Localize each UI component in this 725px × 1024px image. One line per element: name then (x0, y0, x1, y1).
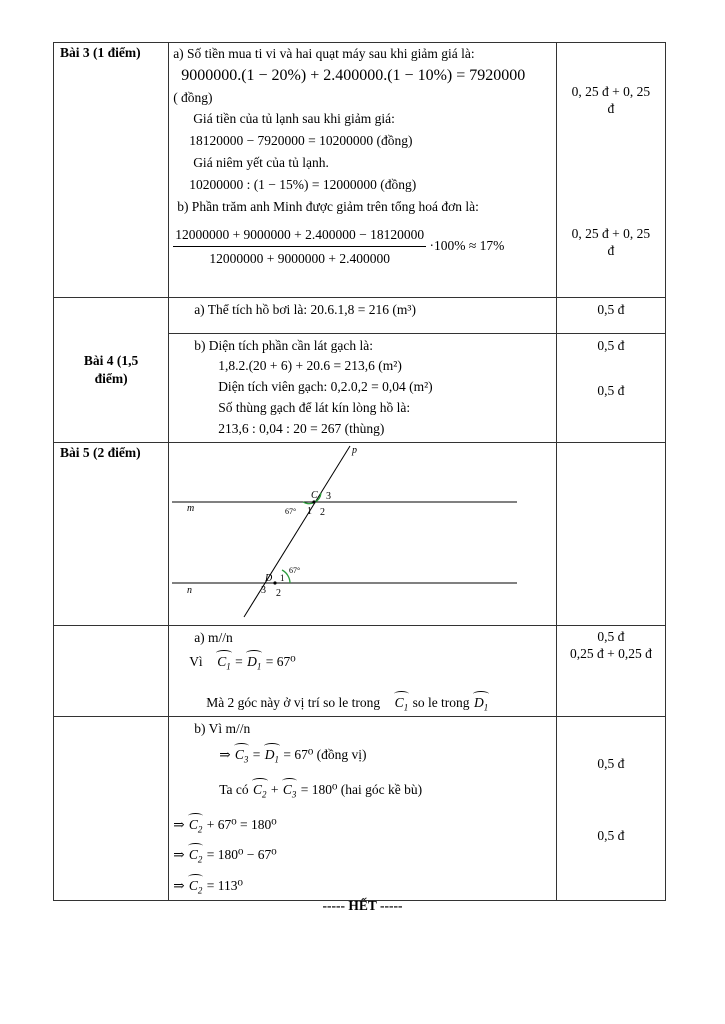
bai3-score-cell (556, 43, 665, 298)
bai5-a-eq-mid: = (231, 654, 247, 669)
label-c: C (311, 490, 318, 501)
bai5-a-text: a) m//n (194, 630, 233, 645)
label-d-2: 2 (276, 588, 282, 599)
bai5-figure-score-cell (556, 443, 665, 626)
bai3-content-cell (169, 43, 557, 298)
point-d (274, 581, 277, 584)
bai3-list-label: Giá niêm yết của tủ lạnh. (193, 155, 329, 170)
label-angle-c: 67° (285, 507, 297, 516)
bai3-b-intro: b) Phần trăm anh Minh được giảm trên tổng hoá đơn là: (177, 199, 479, 214)
bai4-title-cell (54, 298, 169, 443)
bai5-b-l1-end: = 67⁰ (đồng vị) (280, 747, 367, 763)
label-p: p (352, 445, 358, 456)
bai4-b-tile: Diện tích viên gạch: 0,2.0,2 = 0,04 (m²) (218, 379, 433, 394)
angle-d1-letter: D (247, 654, 257, 669)
label-n: n (187, 585, 193, 596)
bai5-title-cell (54, 443, 169, 626)
bai5-a-reason (194, 694, 552, 717)
angle-d1-b-sub: 1 (274, 755, 280, 766)
angle-c3-b (282, 781, 298, 804)
angle-c2-l3-sub: 2 (197, 824, 203, 835)
bai5-b-l3-end: + 67⁰ = 180⁰ (203, 816, 277, 832)
angle-d1-b-letter: D (264, 747, 275, 763)
bai5-b-score-cell (556, 717, 665, 900)
table-row-bai3 (54, 43, 666, 298)
bai3-score-b-1: 0, 25 đ + 0, 25 (571, 226, 651, 241)
bai5-a-reason-2: so le trong (409, 694, 473, 710)
bai3-score-a-2: đ (607, 101, 615, 116)
label-c-1: 1 (307, 506, 313, 517)
bai4-b-cell (169, 334, 557, 443)
bai5-b-line-2 (173, 781, 552, 804)
angle-c2-sub: 2 (262, 789, 267, 800)
bai3-b-expression (173, 226, 552, 268)
bai5-a-empty-cell (54, 626, 169, 717)
bai4-b-box: Số thùng gạch để lát kín lòng hồ là: (218, 400, 411, 415)
bai4-b-intro: b) Diện tích phần cần lát gạch là: (194, 338, 373, 353)
bai3-a-unit: ( đồng) (173, 90, 213, 105)
bai3-b-fraction (173, 226, 426, 268)
angle-c3-sub: 3 (243, 755, 249, 766)
bai4-b-score-cell (556, 334, 665, 443)
angle-c1-reason (394, 694, 410, 717)
bai3-title: Bài 3 (1 điểm) (60, 45, 141, 60)
bai4-b-score-1: 0,5 đ (597, 338, 625, 353)
bai5-b-l1-pre: ⇒ (219, 747, 234, 763)
angle-c2-l5 (188, 877, 204, 900)
bai5-b-text: b) Vì m//n (194, 721, 251, 737)
table-row-bai5-b (54, 717, 666, 900)
angle-c2-l3-letter: C (188, 816, 198, 832)
bai5-b-line-3 (173, 816, 552, 839)
label-m: m (187, 503, 195, 514)
bai3-b-numerator: 12000000 + 9000000 + 2.400000 − 18120000 (173, 226, 426, 247)
bai5-b-empty-cell (54, 717, 169, 900)
bai3-a-intro: a) Số tiền mua ti vi và hai quạt máy sau khi giảm giá là: (173, 46, 475, 61)
angle-c3-b-letter: C (282, 782, 292, 798)
bai5-b-l1-mid: = (249, 747, 264, 763)
bai5-b-l5-pre: ⇒ (173, 878, 188, 894)
table-row-bai5-figure (54, 443, 666, 626)
bai5-title: Bài 5 (2 điểm) (60, 445, 141, 460)
bai5-b-l2-pre: Ta có (219, 782, 252, 798)
bai3-a-formula: 9000000.(1 − 20%) + 2.400000.(1 − 10%) = 7920000 (181, 67, 526, 84)
parallel-lines-figure (169, 443, 556, 621)
bai4-title-1: Bài 4 (1,5 (83, 353, 139, 368)
angle-c2-l5-sub: 2 (197, 885, 203, 896)
label-angle-d: 67° (289, 566, 301, 575)
table-row-bai4-a (54, 298, 666, 334)
angle-c3-letter: C (234, 747, 244, 763)
bai5-a-score-1: 0,5 đ (597, 629, 625, 644)
angle-c2 (252, 781, 268, 804)
bai5-b-line-4 (173, 846, 552, 869)
bai5-a-eq-end: = 67⁰ (262, 654, 296, 669)
label-c-3: 3 (326, 491, 332, 502)
angle-c3 (234, 746, 250, 769)
angle-d1-reason-sub: 1 (483, 702, 489, 713)
bai4-a-cell (169, 298, 557, 334)
angle-c1-sub: 1 (226, 661, 231, 672)
bai5-figure-cell (169, 443, 557, 626)
label-d-1: 1 (280, 573, 285, 583)
bai3-score-a-1: 0, 25 đ + 0, 25 (571, 84, 651, 99)
bai4-b-score-2: 0,5 đ (597, 383, 625, 398)
angle-c3-b-sub: 3 (291, 789, 297, 800)
bai5-b-l4-end: = 180⁰ − 67⁰ (203, 847, 277, 863)
bai5-b-l2-plus: + (267, 782, 282, 798)
bai5-b-l3-pre: ⇒ (173, 816, 188, 832)
angle-c2-l4-sub: 2 (197, 855, 203, 866)
bai5-a-score-2: 0,25 đ + 0,25 đ (569, 646, 652, 661)
answer-table (53, 42, 666, 901)
angle-c2-l4 (188, 846, 204, 869)
bai5-b-line-1 (173, 746, 552, 769)
bai4-a-text: a) Thể tích hồ bơi là: 20.6.1,8 = 216 (m³) (194, 302, 416, 317)
bai4-b-box-calc: 213,6 : 0,04 : 20 = 267 (thùng) (218, 421, 385, 436)
angle-c2-letter: C (252, 782, 262, 798)
bai3-b-tail: ·100% ≈ 17% (429, 238, 505, 254)
angle-c2-l3 (188, 816, 204, 839)
bai5-b-score-2: 0,5 đ (597, 828, 625, 844)
angle-c1 (216, 653, 232, 676)
angle-d1-reason (473, 694, 489, 717)
angle-d1-reason-letter: D (473, 694, 484, 710)
bai5-b-l5-end: = 113⁰ (203, 878, 243, 894)
angle-c2-l5-letter: C (188, 878, 198, 894)
angle-d1-sub: 1 (256, 661, 262, 672)
bai5-b-l2-end: = 180⁰ (hai góc kề bù) (297, 782, 423, 798)
angle-c1-reason-letter: C (394, 694, 404, 710)
bai5-b-score-1: 0,5 đ (597, 756, 625, 772)
bai3-title-cell (54, 43, 169, 298)
angle-c1-reason-sub: 1 (403, 702, 409, 713)
label-c-2: 2 (320, 507, 326, 518)
bai5-b-l4-pre: ⇒ (173, 847, 188, 863)
table-row-bai5-a (54, 626, 666, 717)
label-d-3: 3 (261, 585, 267, 596)
line-p (244, 446, 350, 617)
bai3-fridge-label: Giá tiền của tủ lạnh sau khi giảm giá: (193, 111, 395, 126)
bai3-score-b-2: đ (607, 243, 615, 258)
bai3-b-denominator: 12000000 + 9000000 + 2.400000 (209, 251, 390, 266)
bai4-title-2: điểm) (94, 371, 128, 386)
answer-sheet (53, 42, 666, 901)
bai5-a-reason-1: Mà 2 góc này ở vị trí so le trong (206, 694, 381, 710)
angle-c1-letter: C (217, 654, 227, 669)
bai5-a-equation (189, 653, 552, 676)
bai5-b-cell (169, 717, 557, 900)
bai4-a-score-cell (556, 298, 665, 334)
bai5-a-vi: Vì (189, 654, 203, 669)
bai5-a-score-cell (556, 626, 665, 717)
angle-d1-b (264, 746, 280, 769)
angle-d1 (246, 653, 262, 676)
label-d: D (265, 573, 273, 584)
bai5-a-cell (169, 626, 557, 717)
bai3-list-calc: 10200000 : (1 − 15%) = 12000000 (đồng) (189, 177, 417, 192)
end-marker: ----- HẾT ----- (322, 898, 403, 913)
bai4-a-score: 0,5 đ (597, 302, 625, 317)
angle-c2-l4-letter: C (188, 847, 198, 863)
bai5-b-line-5 (173, 877, 552, 900)
bai3-fridge-calc: 18120000 − 7920000 = 10200000 (đồng) (189, 133, 413, 148)
bai4-b-calc: 1,8.2.(20 + 6) + 20.6 = 213,6 (m²) (218, 358, 402, 373)
